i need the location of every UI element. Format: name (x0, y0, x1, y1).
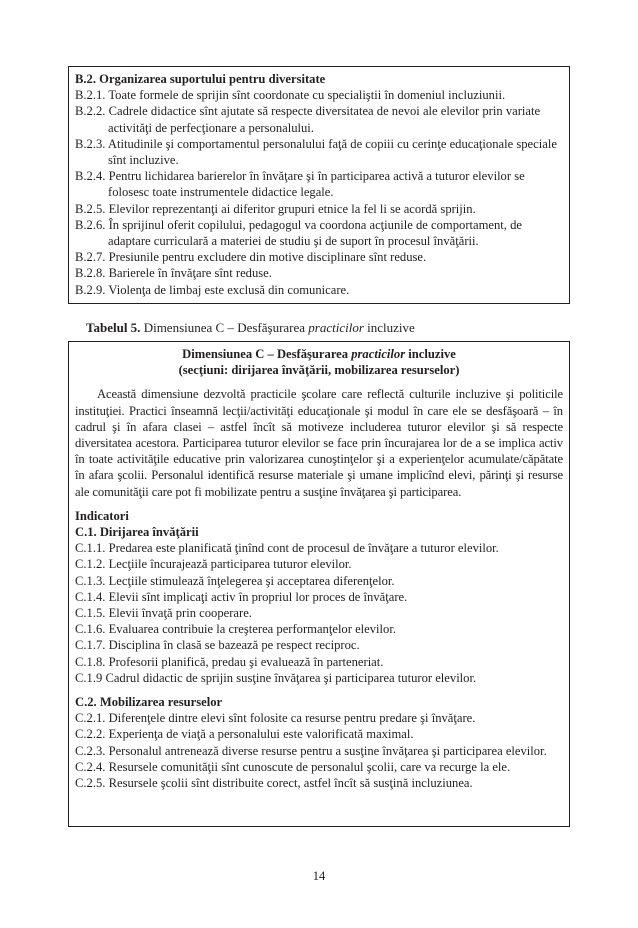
list-item: C.2.2. Experienţa de viaţă a personalului este valorificată maximal. (75, 727, 414, 742)
dimension-c-title-italic: practicilor (351, 347, 406, 361)
list-item: C.1.4. Elevii sînt implicaţi activ în propriul lor proces de învăţare. (75, 589, 408, 604)
page-number: 14 (312, 869, 326, 883)
c1-heading: C.1. Dirijarea învăţării (75, 525, 199, 540)
list-item: B.2.3. Atitudinile şi comportamentul personalului faţă de copiii cu cerinţe educaţionale speciale sînt incluzive. (75, 136, 557, 168)
dimension-c-subtitle: (secţiuni: dirijarea învăţării, mobilizarea resurselor) (178, 363, 460, 378)
list-item: C.2.4. Resursele comunităţii sînt cunoscute de personalul şcolii, care va recurge la ele. (75, 759, 511, 774)
c2-heading: C.2. Mobilizarea resurselor (75, 695, 223, 710)
list-item: C.1.8. Profesorii planifică, predau şi evaluează în parteneriat. (75, 654, 384, 669)
list-item: B.2.2. Cadrele didactice sînt ajutate să respecte diversitatea de nevoi ale elevilor prin variate activităţi de perfecţionare a personalului. (75, 104, 541, 135)
table-caption-text-end: incluzive (367, 320, 415, 335)
list-item: B.2.7. Presiunile pentru excludere din motive disciplinare sînt reduse. (75, 250, 427, 265)
list-item: C.1.6. Evaluarea contribuie la creşterea performanţelor elevilor. (75, 622, 396, 637)
list-item: C.1.7. Disciplina în clasă se bazează pe respect reciproc. (75, 638, 360, 653)
indicators-heading: Indicatori (75, 508, 129, 523)
list-item: C.1.3. Lecţiile stimulează înţelegerea şi acceptarea diferenţelor. (75, 573, 395, 588)
section-b2-heading: B.2. Organizarea suportului pentru diversitate (75, 72, 326, 86)
dimension-c-title-end: incluzive (408, 347, 456, 361)
dimension-c-paragraph: Această dimensiune dezvoltă practicile şcolare care reflectă culturile incluzive şi politicile instituţiei. Practici înseamnă lecţii/activităţi educaţionale şi modul în care ele se desfăşoară – în cadrul şi în afara clasei – astfel încît să motiveze includerea tuturor elevilor şi să respecte diversitatea acestora. Participarea tuturor elevilor se face prin încurajarea lor de a se implica activ în toate activităţile educative prin valorizarea cunoştinţelor şi a experienţelor acumulate/căpătate în afara şcolii. Personalul identifică resurse materiale şi umane implicînd elevi, părinţi şi resurse ale comunităţii care pot fi mobilizate pentru a susţine învăţarea şi participarea. (75, 387, 563, 499)
list-item: C.1.2. Lecţiile încurajează participarea tuturor elevilor. (75, 557, 352, 572)
list-item: B.2.8. Barierele în învăţare sînt reduse. (75, 266, 272, 281)
list-item: C.1.5. Elevii învaţă prin cooperare. (75, 606, 252, 621)
list-item: C.2.5. Resursele şcolii sînt distribuite corect, astfel încît să susţină incluziunea. (75, 776, 473, 791)
list-item: B.2.9. Violenţa de limbaj este exclusă din comunicare. (75, 282, 350, 297)
dimension-c-box (68, 341, 570, 827)
list-item: C.2.3. Personalul antrenează diverse resurse pentru a susţine învăţarea şi participarea elevilor. (75, 743, 547, 758)
table-caption-italic: practicilor (308, 320, 364, 335)
list-item: B.2.5. Elevilor reprezentanţi ai diferitor grupuri etnice la fel li se acordă sprijin. (75, 201, 476, 216)
list-item: B.2.4. Pentru lichidarea barierelor în învăţare şi în participarea activă a tuturor elevilor se folosesc toate instrumentele didactice legale. (75, 169, 525, 200)
table-caption-text: Dimensiunea C – Desfăşurarea (143, 320, 306, 335)
list-item: C.1.9 Cadrul didactic de sprijin susţine învăţarea şi participarea tuturor elevilor. (75, 670, 477, 685)
dimension-c-title (75, 346, 563, 362)
table-caption (86, 320, 415, 336)
dimension-c-title-text: Dimensiunea C – Desfăşurarea (182, 347, 349, 361)
list-item: B.2.1. Toate formele de sprijin sînt coordonate cu specialiştii în domeniul incluziunii. (75, 88, 506, 103)
list-item: C.1.1. Predarea este planificată ţinînd cont de procesul de învăţare a tuturor elevilor. (75, 541, 499, 556)
section-b2-box (68, 66, 570, 304)
list-item: C.2.1. Diferenţele dintre elevi sînt folosite ca resurse pentru predare şi învăţare. (75, 711, 476, 726)
table-caption-label: Tabelul 5. (86, 320, 141, 335)
list-item: B.2.6. În sprijinul oferit copilului, pedagogul va coordona acţiunile de comportament, de adaptare curriculară a materiei de studiu şi de suport în procesul învăţării. (75, 217, 522, 249)
